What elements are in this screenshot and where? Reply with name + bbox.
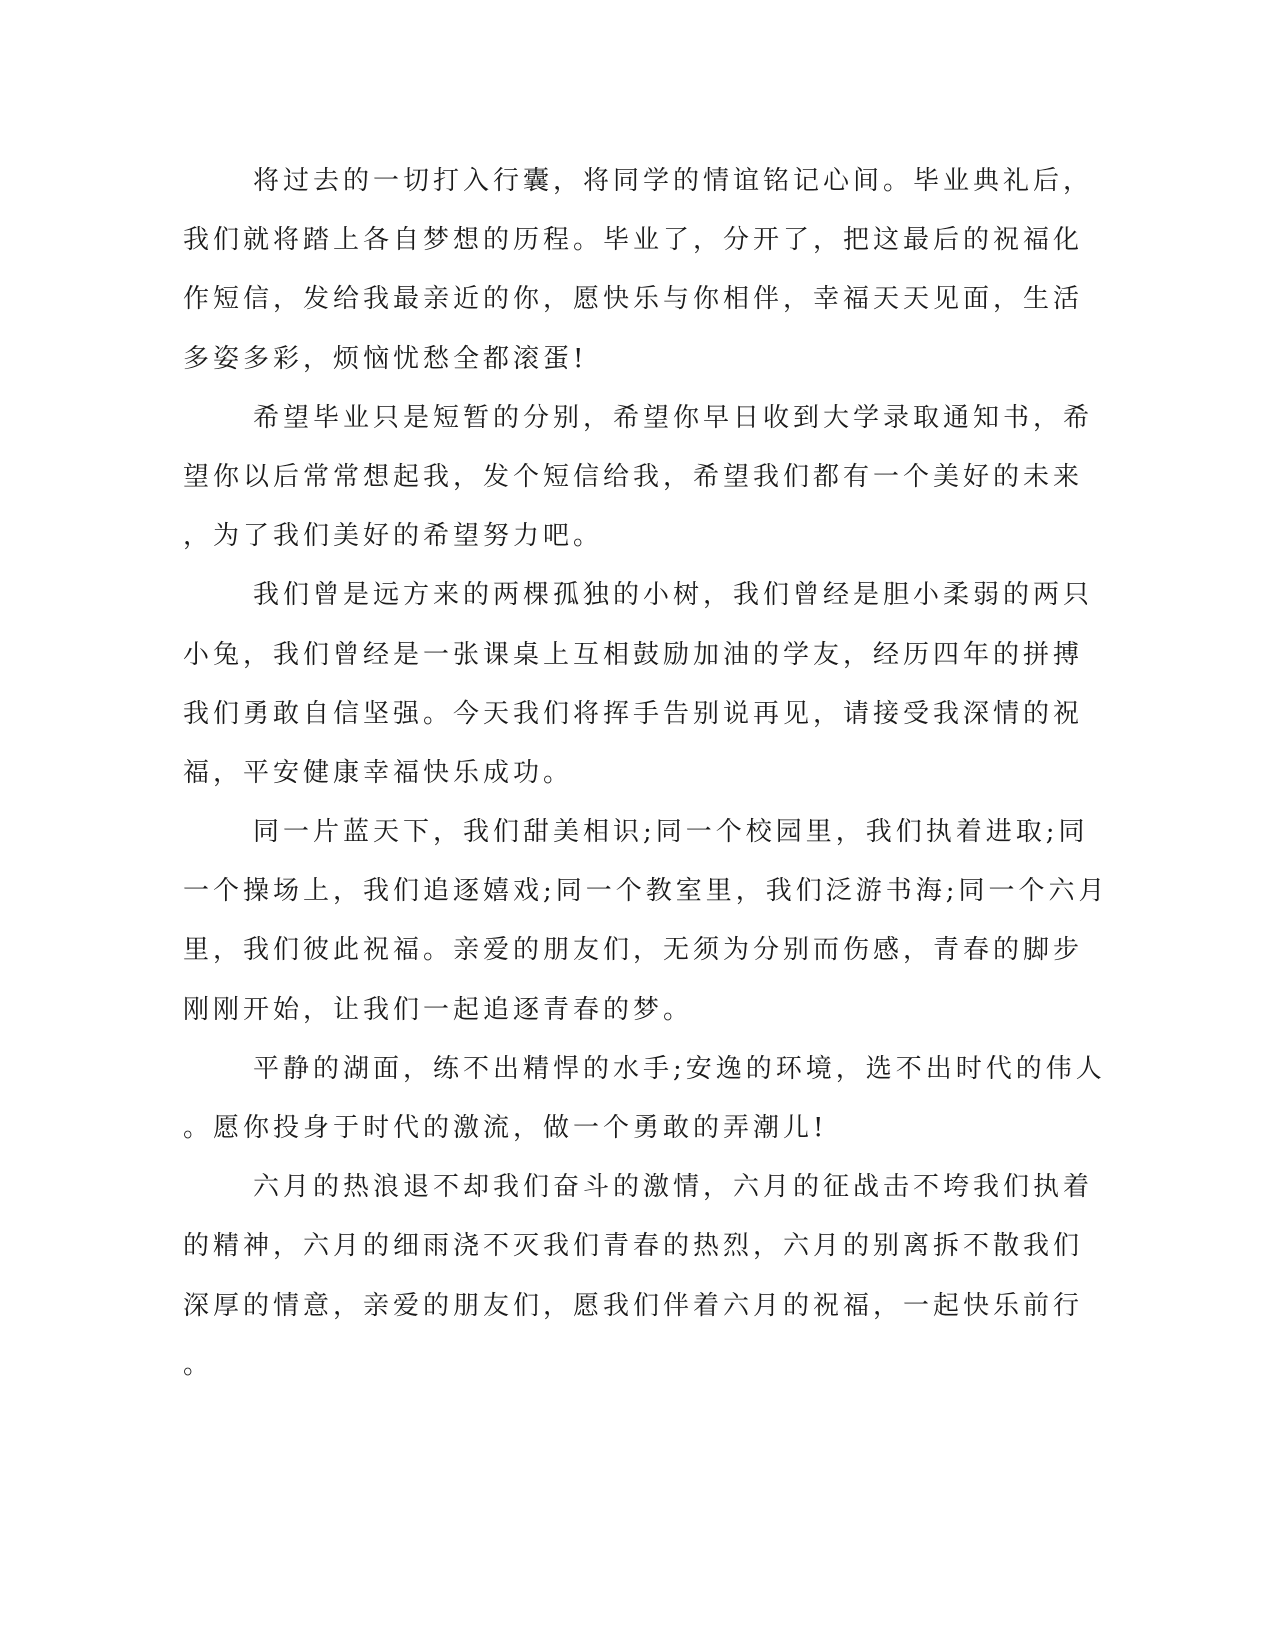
paragraph-6 [183, 1158, 1094, 1395]
text-line: 六月的热浪退不却我们奋斗的激情，六月的征战击不垮我们执着 [253, 1172, 1094, 1203]
text-line: 平静的湖面，练不出精悍的水手;安逸的环境，选不出时代的伟人 [253, 1053, 1106, 1084]
text-line: 刚刚开始，让我们一起追逐青春的梦。 [183, 994, 694, 1025]
text-line: 。 [183, 1349, 214, 1380]
text-line: 福，平安健康幸福快乐成功。 [183, 757, 574, 788]
paragraph-4 [183, 803, 1109, 1040]
text-line: 里，我们彼此祝福。亲爱的朋友们，无须为分别而伤感，青春的脚步 [183, 935, 1084, 966]
text-line: ，为了我们美好的希望努力吧。 [183, 521, 604, 552]
text-line: 一个操场上，我们追逐嬉戏;同一个教室里，我们泛游书海;同一个六月 [183, 876, 1109, 907]
text-line: 望你以后常常想起我，发个短信给我，希望我们都有一个美好的未来 [183, 461, 1084, 492]
text-line: 作短信，发给我最亲近的你，愿快乐与你相伴，幸福天天见面，生活 [183, 284, 1084, 315]
text-line: 我们就将踏上各自梦想的历程。毕业了，分开了，把这最后的祝福化 [183, 225, 1084, 256]
text-line: 我们勇敢自信坚强。今天我们将挥手告别说再见，请接受我深情的祝 [183, 698, 1084, 729]
text-line: 我们曾是远方来的两棵孤独的小树，我们曾经是胆小柔弱的两只 [253, 580, 1094, 611]
paragraph-5 [183, 1040, 1106, 1158]
paragraph-3 [183, 566, 1094, 803]
text-line: 。愿你投身于时代的激流，做一个勇敢的弄潮儿! [183, 1113, 828, 1143]
paragraph-2 [183, 389, 1094, 567]
document-body [183, 152, 1109, 1395]
text-line: 多姿多彩，烦恼忧愁全都滚蛋! [183, 343, 588, 374]
text-line: 的精神，六月的细雨浇不灭我们青春的热烈，六月的别离拆不散我们 [183, 1231, 1084, 1262]
text-line: 将过去的一切打入行囊，将同学的情谊铭记心间。毕业典礼后， [253, 166, 1094, 196]
text-line: 希望毕业只是短暂的分别，希望你早日收到大学录取通知书，希 [253, 402, 1094, 433]
text-line: 深厚的情意，亲爱的朋友们，愿我们伴着六月的祝福，一起快乐前行 [183, 1290, 1084, 1321]
text-line: 同一片蓝天下，我们甜美相识;同一个校园里，我们执着进取;同 [253, 817, 1089, 848]
paragraph-1 [183, 152, 1094, 389]
text-line: 小兔，我们曾经是一张课桌上互相鼓励加油的学友，经历四年的拼搏 [183, 639, 1084, 670]
